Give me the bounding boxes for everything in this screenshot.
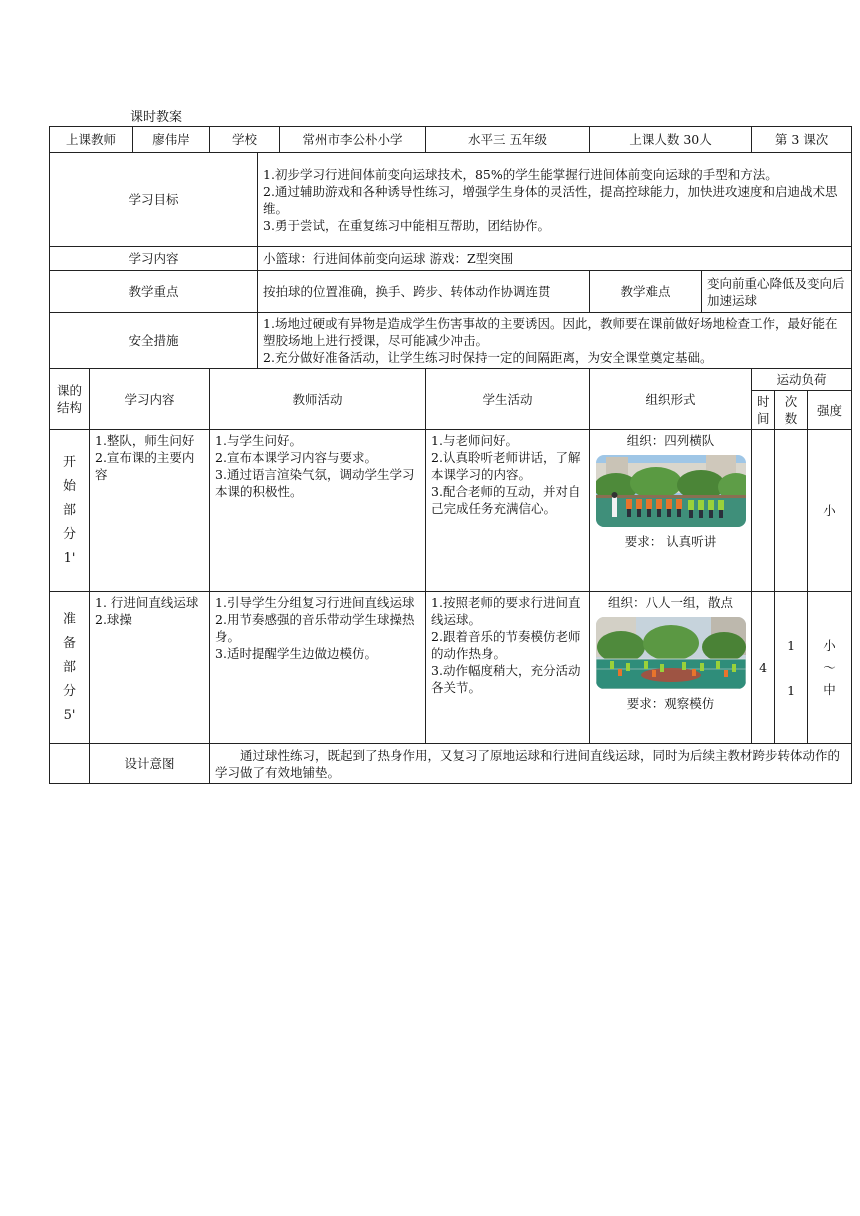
section-prep-row [50,592,852,744]
section-name-char: 准 [62,611,76,627]
difficulty-label: 教学难点 [590,271,702,313]
load-intensity: 小 [808,430,852,592]
key-point-text: 按拍球的位置准确，换手、跨步、转体动作协调连贯 [258,271,590,313]
student-activity [426,592,590,744]
safety-item: 1.场地过硬或有异物是造成学生伤害事故的主要诱因。因此，教师要在课前做好场地检查工作，最好能在塑胶场地上进行授课，尽可能减少冲击。 [263,316,838,348]
section-name-char: 始 [62,478,76,494]
teacher-item: 1.引导学生分组复习行进间直线运球 [215,595,415,610]
goal-item: 2.通过辅助游戏和各种诱导性练习，增强学生身体的灵活性，提高控球能力，加快进攻速度和启迪战术思维。 [263,183,838,216]
design-label: 设计意图 [90,744,210,784]
section-name-char: 部 [62,659,76,675]
col-student: 学生活动 [426,369,590,430]
requirement-text: 要求： 认真听讲 [624,534,717,549]
content-item: 1.整队，师生问好 [95,433,195,448]
load-count [775,430,808,592]
lineup-photo [596,455,746,527]
goals-row [50,153,852,247]
section-content [90,592,210,744]
section-name-char: 1' [63,550,76,566]
section-name-char: 分 [62,683,76,699]
safety-label: 安全措施 [50,313,258,369]
intensity-value: ～ [823,659,836,675]
safety-text [258,313,852,369]
teacher-name: 廖伟岸 [133,127,210,153]
goal-item: 1.初步学习行进间体前变向运球技术，85%的学生能掌握行进间体前变向运球的手型和方法。 [263,166,778,182]
content-row [50,247,852,271]
section-name [50,430,90,592]
intensity-value: 中 [823,681,836,697]
student-item: 1.按照老师的要求行进间直线运球。 [431,595,581,627]
col-intensity: 强度 [808,391,852,430]
organization-cell [590,592,752,744]
content-item: 1. 行进间直线运球 [95,595,199,610]
load-time [752,430,775,592]
organization-text: 组织：八人一组，散点 [608,595,734,610]
section-start-row [50,430,852,592]
section-name-char: 部 [62,502,76,518]
student-item: 3.配合老师的互动，并对自己完成任务充满信心。 [431,484,581,516]
difficulty-text: 变向前重心降低及变向后加速运球 [702,271,852,313]
col-load: 运动负荷 [752,369,852,391]
col-teacher: 教师活动 [210,369,426,430]
section-name-char: 备 [62,635,76,651]
header-row [50,127,852,153]
content-label: 学习内容 [50,247,258,271]
organization-text: 组织：四列横队 [626,433,715,448]
teacher-item: 1.与学生问好。 [215,433,302,448]
teacher-item: 3.通过语言渲染气氛，调动学生学习本课的积极性。 [215,467,415,499]
col-structure: 课的结构 [50,369,90,430]
column-header-row [50,369,852,391]
safety-item: 2.充分做好准备活动，让学生练习时保持一定的间隔距离，为安全课堂奠定基础。 [263,350,713,365]
teacher-item: 3.适时提醒学生边做边模仿。 [215,646,377,661]
design-blank [50,744,90,784]
school-name: 常州市李公朴小学 [280,127,426,153]
content-item: 2.球操 [95,612,132,627]
section-name-char: 分 [62,526,76,542]
section-name-char: 5' [63,707,76,723]
col-count: 次数 [775,391,808,430]
teacher-activity [210,592,426,744]
student-item: 1.与老师问好。 [431,433,518,448]
group-practice-photo [596,617,746,689]
student-item: 3.动作幅度稍大，充分活动各关节。 [431,663,581,695]
student-count: 上课人数 30人 [590,127,752,153]
safety-row [50,313,852,369]
grade-level: 水平三 五年级 [426,127,590,153]
design-text: 通过球性练习，既起到了热身作用，又复习了原地运球和行进间直线运球，同时为后续主教材跨步转体动作的学习做了有效地铺垫。 [210,744,852,784]
load-intensity [808,592,852,744]
section-name-char: 开 [62,454,76,470]
load-count [775,592,808,744]
col-organization: 组织形式 [590,369,752,430]
requirement-text: 要求：观察模仿 [626,696,715,711]
student-activity [426,430,590,592]
col-time: 时间 [752,391,775,430]
key-point-label: 教学重点 [50,271,258,313]
content-text: 小篮球：行进间体前变向运球 游戏：Z型突围 [258,247,852,271]
design-row [50,744,852,784]
content-item: 2.宣布课的主要内容 [95,450,195,482]
lesson-plan-table [49,126,852,784]
goals-text [258,153,852,247]
section-name [50,592,90,744]
goals-label: 学习目标 [50,153,258,247]
load-count-value: 1 [787,682,796,698]
load-time: 4 [752,592,775,744]
section-content [90,430,210,592]
focus-row [50,271,852,313]
doc-title: 课时教案 [130,110,183,125]
intensity-value: 小 [823,637,836,653]
teacher-item: 2.宣布本课学习内容与要求。 [215,450,377,465]
teacher-item: 2.用节奏感强的音乐带动学生球操热身。 [215,612,415,644]
lesson-number: 第 3 课次 [752,127,852,153]
organization-cell [590,430,752,592]
school-label: 学校 [210,127,280,153]
teacher-label: 上课教师 [50,127,133,153]
teacher-activity [210,430,426,592]
student-item: 2.跟着音乐的节奏模仿老师的动作热身。 [431,629,581,661]
col-content: 学习内容 [90,369,210,430]
goal-item: 3.勇于尝试，在重复练习中能相互帮助，团结协作。 [263,217,550,233]
student-item: 2.认真聆听老师讲话，了解本课学习的内容。 [431,450,581,482]
load-count-value: 1 [787,637,796,653]
